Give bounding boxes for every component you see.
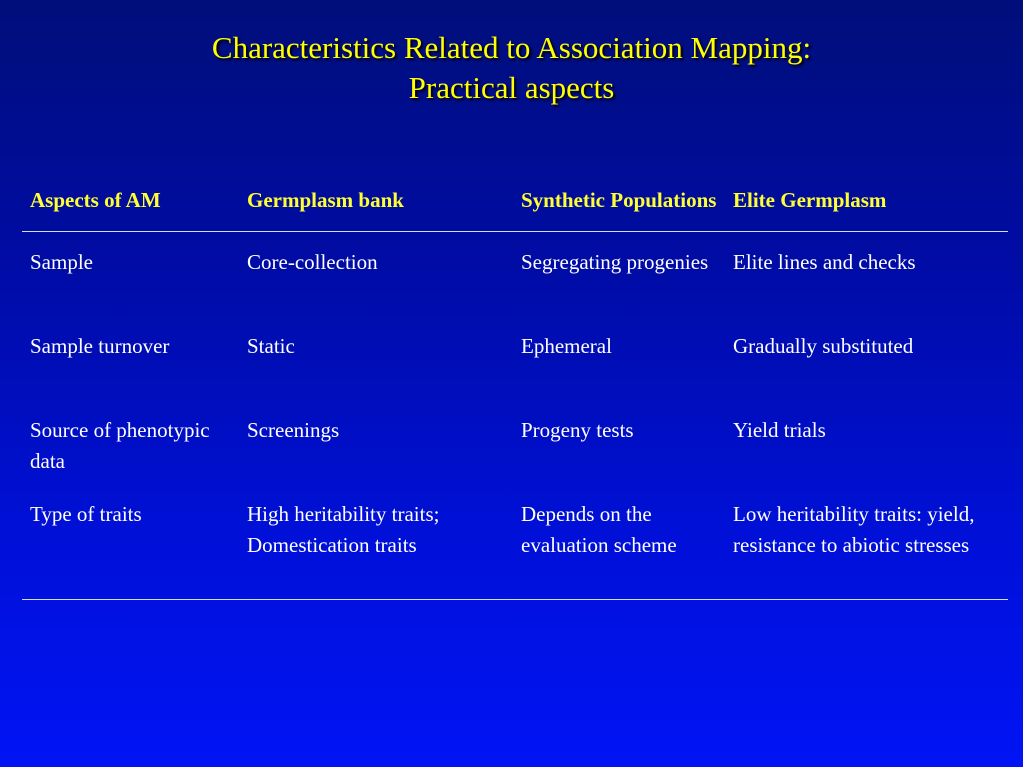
table-cell: Ephemeral [521, 334, 612, 358]
table-cell: Screenings [247, 418, 340, 442]
table-cell: Progeny tests [521, 418, 634, 442]
header-cell-germplasm-bank: Germplasm bank [247, 187, 404, 212]
table-row [22, 232, 1008, 316]
slide-title-line-2: Practical aspects [408, 70, 615, 105]
table-cell: Source of phenotypic data [30, 418, 210, 473]
header-cell-elite-germplasm: Elite Germplasm [733, 187, 887, 212]
slide-title-line-1: Characteristics Related to Association Mapping: [211, 30, 812, 65]
table-cell: Segregating progenies [521, 250, 709, 274]
table-cell: Low heritability traits: yield, resistance to abiotic stresses [733, 502, 975, 557]
table-cell: Elite lines and checks [733, 250, 916, 274]
table-row [22, 316, 1008, 400]
header-cell-synthetic-populations: Synthetic Populations [521, 187, 717, 212]
table-row [22, 400, 1008, 484]
slide-title [0, 28, 1023, 108]
table-cell: Static [247, 334, 295, 358]
table-cell: High heritability traits; Domestication traits [247, 502, 440, 557]
table-cell: Yield trials [733, 418, 826, 442]
comparison-table [22, 168, 1008, 600]
table-cell: Core-collection [247, 250, 378, 274]
table-cell: Sample turnover [30, 334, 170, 358]
table-header-row [22, 168, 1008, 232]
table-cell: Type of traits [30, 502, 142, 526]
table-cell: Depends on the evaluation scheme [521, 502, 677, 557]
header-cell-aspects: Aspects of AM [30, 187, 161, 212]
table-cell: Gradually substituted [733, 334, 914, 358]
table-cell: Sample [30, 250, 93, 274]
table-row [22, 484, 1008, 600]
